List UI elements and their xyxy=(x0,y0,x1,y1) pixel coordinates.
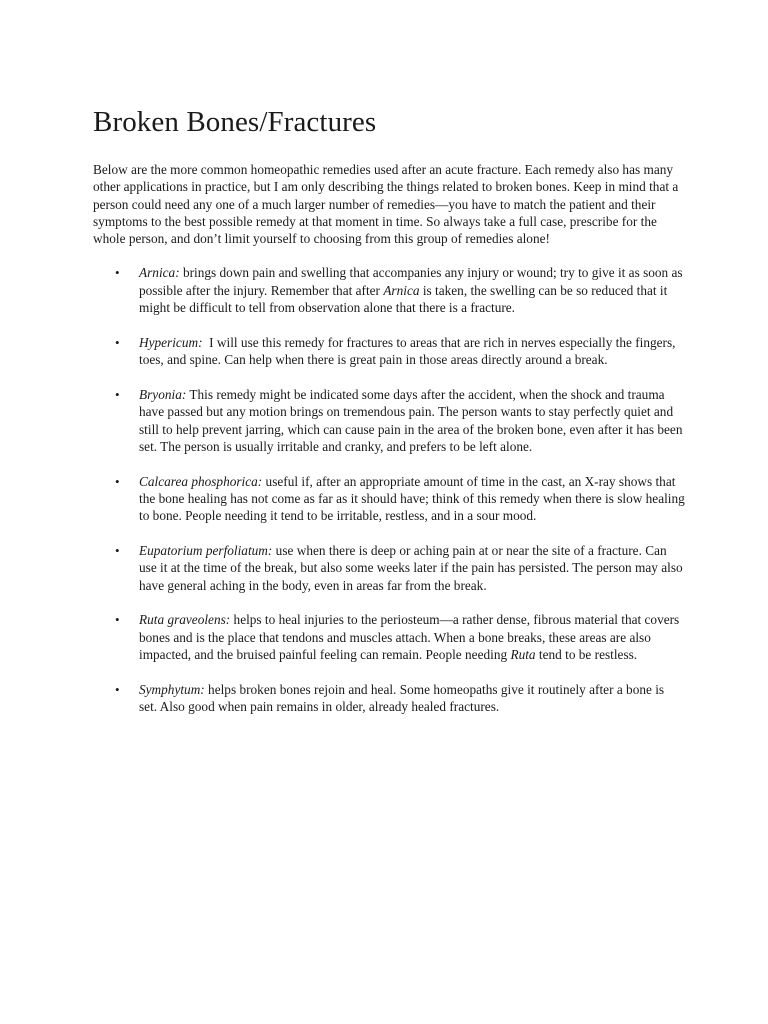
remedy-text: use when there is deep or aching pain at or near the site of a fracture. Can use it at the time of the break, but also some weeks later if the pain has persisted. The person may also have general aching in the body, even in areas far from the break. xyxy=(139,543,683,593)
remedy-name: Eupatorium perfoliatum: xyxy=(139,543,273,559)
remedy-name: Arnica: xyxy=(139,265,180,281)
remedy-text: is taken, the swelling can be so reduced that it might be difficult to tell from observation alone that there is a fracture. xyxy=(139,282,668,316)
remedy-item-calcarea-phosphorica xyxy=(93,473,685,525)
remedy-text: useful if, after an appropriate amount of time in the cast, an X-ray shows that the bone healing has not come as far as it should have; think of this remedy when there is slow healing to bone. People needing it tend to be irritable, restless, and in a sour mood. xyxy=(139,473,685,524)
remedy-name: Bryonia: xyxy=(139,386,187,402)
remedy-name: Ruta graveolens: xyxy=(139,612,231,628)
remedy-list xyxy=(93,264,685,715)
page-title: Broken Bones/Fractures xyxy=(93,106,377,138)
remedy-text: This remedy might be indicated some days after the accident, when the shock and trauma have passed but any motion brings on tremendous pain. The person wants to stay perfectly quiet and still to help prevent jarring, which can cause pain in the area of the broken bone, even after it has been set. The person is usually irritable and cranky, and prefers to be left alone. xyxy=(139,386,683,454)
remedy-text: tend to be restless. xyxy=(535,647,638,663)
remedy-item-eupatorium-perfoliatum xyxy=(93,542,685,594)
remedy-item-ruta-graveolens xyxy=(93,611,685,663)
remedy-name: Hypericum: xyxy=(139,334,203,350)
bullet-icon: • xyxy=(115,543,120,559)
remedy-item-hypericum xyxy=(93,334,685,369)
bullet-icon: • xyxy=(115,386,120,402)
bullet-icon: • xyxy=(115,473,120,489)
remedy-name: Calcarea phosphorica: xyxy=(139,473,263,489)
bullet-icon: • xyxy=(115,612,120,628)
intro-paragraph: Below are the more common homeopathic remedies used after an acute fracture. Each remedy also has many other applications in practice, but I am only describing the things related to broken bones. Keep in mind that a person could need any one of a much larger number of remedies—you have to match the patient and their symptoms to the best possible remedy at that moment in time. So always take a full case, prescribe for the whole person, and don’t limit yourself to choosing from this group of remedies alone! xyxy=(93,162,679,247)
remedy-item-bryonia xyxy=(93,386,685,455)
remedy-text: helps broken bones rejoin and heal. Some homeopaths give it routinely after a bone is set. Also good when pain remains in older, already healed fractures. xyxy=(139,681,665,715)
remedy-text: helps to heal injuries to the periosteum—a rather dense, fibrous material that covers bones and is the place that tendons and muscles attach. When a bone breaks, these areas are also impacted, and the bruised painful feeling can remain. People needing xyxy=(139,612,680,663)
remedy-emphasis: Arnica xyxy=(383,282,420,298)
remedy-text: I will use this remedy for fractures to areas that are rich in nerves especially the fingers, toes, and spine. Can help when there is great pain in those areas directly around a break. xyxy=(139,334,679,368)
bullet-icon: • xyxy=(115,334,120,350)
remedy-emphasis: Ruta xyxy=(510,647,536,663)
remedy-text: brings down pain and swelling that accompanies any injury or wound; try to give it as soon as possible after the injury. Remember that after xyxy=(139,265,683,298)
document-page xyxy=(93,104,685,733)
bullet-icon: • xyxy=(115,265,120,281)
remedy-item-symphytum xyxy=(93,681,685,716)
bullet-icon: • xyxy=(115,681,120,697)
remedy-item-arnica xyxy=(93,264,685,316)
remedy-name: Symphytum: xyxy=(139,681,205,697)
